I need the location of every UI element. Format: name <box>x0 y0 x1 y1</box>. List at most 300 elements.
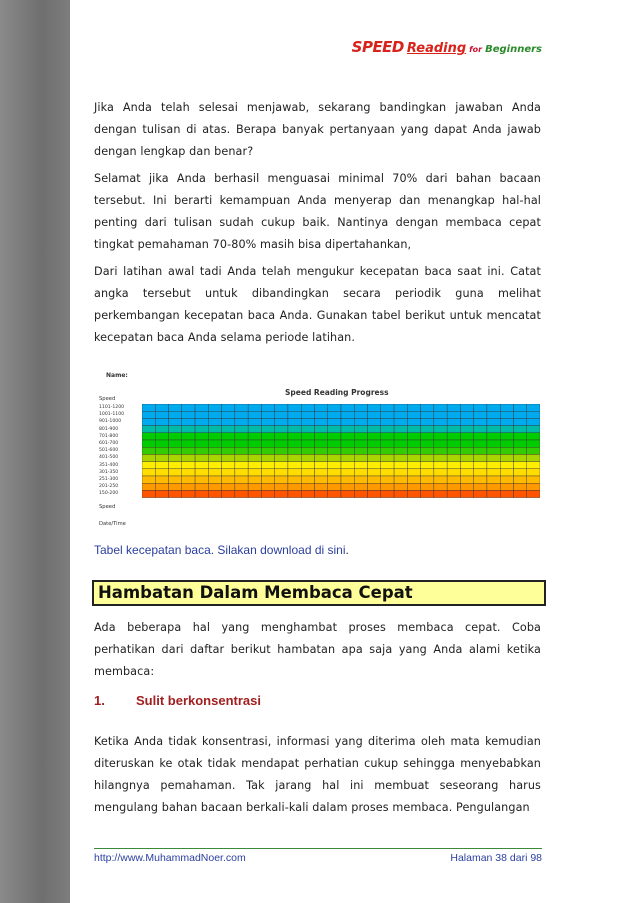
chart-grid-cell <box>368 462 381 469</box>
chart-grid-cell <box>421 469 434 476</box>
chart-row-label: 801-900 <box>99 426 119 432</box>
chart-grid-cell <box>474 418 487 425</box>
chart-title: Speed Reading Progress <box>285 388 389 397</box>
chart-grid-cell <box>407 411 420 418</box>
chart-grid-cell <box>182 440 195 447</box>
table-caption[interactable] <box>94 543 349 557</box>
chart-grid-cell <box>460 476 473 483</box>
chart-grid-cell <box>208 440 221 447</box>
chart-grid-cell <box>314 483 327 490</box>
chart-grid-cell <box>527 483 540 490</box>
chart-grid-cell <box>354 418 367 425</box>
chart-grid-cell <box>222 426 235 433</box>
chart-name-label: Name: <box>106 372 128 379</box>
chart-grid-cell <box>500 411 513 418</box>
chart-grid-cell <box>235 426 248 433</box>
chart-grid-cell <box>394 483 407 490</box>
chart-grid-cell <box>182 404 195 411</box>
chart-grid-cell <box>460 462 473 469</box>
chart-grid-cell <box>447 462 460 469</box>
chart-grid-cell <box>142 426 155 433</box>
chart-grid-cell <box>527 447 540 454</box>
chart-grid-cell <box>248 462 261 469</box>
chart-grid-cell <box>208 433 221 440</box>
chart-grid-cell <box>407 426 420 433</box>
chart-grid-cell <box>354 447 367 454</box>
chart-grid-cell <box>421 447 434 454</box>
chart-grid-cell <box>314 490 327 497</box>
chart-grid-cell <box>208 454 221 461</box>
chart-grid-cell <box>527 490 540 497</box>
chart-grid-cell <box>195 418 208 425</box>
chart-grid-cell <box>381 418 394 425</box>
chart-grid-cell <box>142 483 155 490</box>
chart-grid-cell <box>248 454 261 461</box>
chart-grid-cell <box>527 426 540 433</box>
chart-grid-cell <box>208 490 221 497</box>
chart-grid-cell <box>474 490 487 497</box>
chart-grid-cell <box>301 454 314 461</box>
chart-grid-cell <box>182 476 195 483</box>
chart-grid-cell <box>341 483 354 490</box>
chart-grid-cell <box>195 483 208 490</box>
chart-grid-cell <box>447 440 460 447</box>
logo-speed-text: SPEED <box>351 38 404 56</box>
chart-grid-cell <box>182 447 195 454</box>
chart-grid-cell <box>195 433 208 440</box>
chart-grid-cell <box>275 433 288 440</box>
chart-grid-cell <box>169 447 182 454</box>
chart-grid-cell <box>487 483 500 490</box>
chart-grid-cell <box>447 447 460 454</box>
chart-grid-cell <box>155 447 168 454</box>
chart-grid-cell <box>513 447 526 454</box>
chart-row-label: 251-300 <box>99 477 119 482</box>
chart-grid-cell <box>474 411 487 418</box>
chart-grid-cell <box>407 483 420 490</box>
chart-grid-cell <box>513 490 526 497</box>
chart-grid-cell <box>460 490 473 497</box>
chart-grid-cell <box>434 469 447 476</box>
chart-grid-cell <box>447 426 460 433</box>
chart-grid-cell <box>301 469 314 476</box>
chart-grid-cell <box>301 404 314 411</box>
chart-grid-cell <box>261 490 274 497</box>
chart-grid-cell <box>527 454 540 461</box>
chart-grid-cell <box>513 483 526 490</box>
chart-grid-cell <box>368 476 381 483</box>
chart-grid-cell <box>288 411 301 418</box>
chart-grid-cell <box>381 447 394 454</box>
chart-grid-cell <box>314 433 327 440</box>
chart-speed-label-bottom: Speed <box>99 504 116 510</box>
chart-grid-cell <box>421 462 434 469</box>
chart-grid-cell <box>328 462 341 469</box>
chart-grid-cell <box>381 490 394 497</box>
caption-period: . <box>345 543 349 557</box>
logo-for-text: for <box>469 45 483 54</box>
chart-grid-cell <box>142 433 155 440</box>
chart-grid-cell <box>381 454 394 461</box>
chart-grid-cell <box>235 483 248 490</box>
chart-grid-cell <box>314 447 327 454</box>
paragraph-concentration: Ketika Anda tidak konsentrasi, informasi yang diterima oleh mata kemudian diteruskan ke otak tidak mendapat perhatian cukup sehingga menyebabkan hilangnya pemahaman. Tak jarang hal ini membuat seseorang harus mengulang bahan bacaan berkali-kali dalam proses membaca. Pengulangan <box>94 735 541 814</box>
chart-grid-cell <box>328 454 341 461</box>
chart-grid-cell <box>248 433 261 440</box>
chart-grid-cell <box>460 447 473 454</box>
chart-grid-cell <box>500 483 513 490</box>
chart-grid-cell <box>155 440 168 447</box>
chart-grid-cell <box>155 462 168 469</box>
chart-grid-cell <box>354 411 367 418</box>
chart-grid-cell <box>354 454 367 461</box>
chart-grid-cell <box>354 404 367 411</box>
chart-grid-cell <box>261 476 274 483</box>
chart-grid-cell <box>341 426 354 433</box>
chart-grid-cell <box>195 426 208 433</box>
chart-grid-cell <box>487 404 500 411</box>
chart-grid-cell <box>222 454 235 461</box>
chart-grid-cell <box>222 483 235 490</box>
chart-grid-cell <box>381 433 394 440</box>
chart-grid-cell <box>155 404 168 411</box>
chart-row-label: 1001-1100 <box>99 412 125 418</box>
chart-grid-cell <box>288 490 301 497</box>
chart-grid-cell <box>208 476 221 483</box>
chart-grid-cell <box>169 433 182 440</box>
chart-grid-cell <box>407 462 420 469</box>
chart-grid-cell <box>434 418 447 425</box>
chart-grid-cell <box>195 469 208 476</box>
chart-grid-cell <box>301 462 314 469</box>
chart-grid-cell <box>142 404 155 411</box>
chart-grid-cell <box>434 476 447 483</box>
chart-grid-cell <box>222 462 235 469</box>
speed-reading-logo <box>352 38 542 56</box>
chart-grid-cell <box>341 433 354 440</box>
chart-grid-cell <box>381 462 394 469</box>
chart-grid-cell <box>261 469 274 476</box>
chart-grid-cell <box>235 476 248 483</box>
chart-grid-cell <box>261 483 274 490</box>
chart-speed-label-top: Speed <box>99 396 116 402</box>
chart-grid-cell <box>381 483 394 490</box>
chart-grid-cell <box>248 447 261 454</box>
chart-grid-cell <box>235 454 248 461</box>
chart-grid-cell <box>407 433 420 440</box>
chart-grid-cell <box>394 426 407 433</box>
chart-grid-cell <box>341 462 354 469</box>
chart-grid-cell <box>182 426 195 433</box>
chart-grid-cell <box>328 418 341 425</box>
chart-grid-cell <box>195 404 208 411</box>
chart-grid-cell <box>434 433 447 440</box>
chart-grid-cell <box>182 454 195 461</box>
chart-grid-cell <box>500 476 513 483</box>
chart-grid-cell <box>248 440 261 447</box>
chart-grid-cell <box>447 476 460 483</box>
chart-grid-cell <box>182 462 195 469</box>
chart-grid-cell <box>354 476 367 483</box>
footer-divider <box>94 848 542 849</box>
chart-grid-cell <box>314 454 327 461</box>
paragraph-compare-answers: Jika Anda telah selesai menjawab, sekarang bandingkan jawaban Anda dengan tulisan di atas. Berapa banyak pertanyaan yang dapat Anda jawab dengan lengkap dan benar? <box>94 101 541 158</box>
chart-grid-cell <box>368 440 381 447</box>
chart-grid-cell <box>288 454 301 461</box>
chart-grid-cell <box>500 440 513 447</box>
chart-grid-cell <box>394 447 407 454</box>
chart-grid-cell <box>447 411 460 418</box>
chart-grid-cell <box>275 454 288 461</box>
chart-grid-cell <box>261 404 274 411</box>
chart-grid-cell <box>341 447 354 454</box>
chart-grid-cell <box>527 440 540 447</box>
chart-grid-cell <box>248 476 261 483</box>
chart-grid-cell <box>354 483 367 490</box>
chart-grid-cell <box>421 418 434 425</box>
chart-grid-cell <box>248 469 261 476</box>
chart-grid-cell <box>460 454 473 461</box>
chart-grid-cell <box>407 447 420 454</box>
chart-grid-cell <box>222 440 235 447</box>
chart-grid-cell <box>354 433 367 440</box>
chart-grid-cell <box>314 469 327 476</box>
chart-grid-cell <box>235 462 248 469</box>
chart-grid-cell <box>381 404 394 411</box>
chart-grid-cell <box>328 440 341 447</box>
chart-grid-cell <box>341 490 354 497</box>
chart-grid-cell <box>328 426 341 433</box>
chart-grid-cell <box>341 411 354 418</box>
chart-grid-cell <box>169 411 182 418</box>
chart-grid-cell <box>275 476 288 483</box>
chart-grid-cell <box>301 426 314 433</box>
chart-grid-cell <box>434 483 447 490</box>
chart-grid-cell <box>381 469 394 476</box>
chart-grid-cell <box>394 433 407 440</box>
footer-website-link[interactable]: http://www.MuhammadNoer.com <box>94 852 246 864</box>
chart-grid-cell <box>261 440 274 447</box>
chart-grid-cell <box>195 454 208 461</box>
chart-grid-cell <box>368 411 381 418</box>
chart-grid-cell <box>487 440 500 447</box>
chart-grid-cell <box>222 418 235 425</box>
chart-grid-cell <box>222 447 235 454</box>
chart-grid-cell <box>182 433 195 440</box>
chart-grid-cell <box>381 426 394 433</box>
chart-grid-cell <box>142 440 155 447</box>
chart-grid-cell <box>513 426 526 433</box>
chart-grid-cell <box>155 490 168 497</box>
chart-grid-cell <box>368 404 381 411</box>
chart-date-label: Date/Time <box>99 521 126 527</box>
chart-grid-cell <box>434 411 447 418</box>
chart-grid-cell <box>460 418 473 425</box>
chart-grid-cell <box>208 426 221 433</box>
chart-grid-cell <box>261 426 274 433</box>
chart-grid-cell <box>487 433 500 440</box>
caption-link-text[interactable]: Tabel kecepatan baca. Silakan download di sini <box>94 543 346 557</box>
chart-grid-cell <box>328 469 341 476</box>
chart-grid-cell <box>421 404 434 411</box>
chart-grid-cell <box>407 404 420 411</box>
chart-grid-cell <box>421 483 434 490</box>
chart-grid-cell <box>487 476 500 483</box>
chart-grid-cell <box>421 490 434 497</box>
chart-grid-cell <box>288 418 301 425</box>
chart-row-label: 150-200 <box>99 491 119 497</box>
chart-grid-cell <box>513 476 526 483</box>
chart-grid-cell <box>527 404 540 411</box>
chart-grid-cell <box>500 462 513 469</box>
chart-grid-cell <box>474 433 487 440</box>
chart-grid-cell <box>434 426 447 433</box>
chart-grid-cell <box>208 418 221 425</box>
logo-beginners-text: Beginners <box>485 44 542 55</box>
chart-grid-cell <box>474 469 487 476</box>
chart-grid-cell <box>487 411 500 418</box>
chart-grid-cell <box>434 490 447 497</box>
chart-grid-cell <box>301 476 314 483</box>
chart-grid-cell <box>169 490 182 497</box>
chart-grid-cell <box>314 418 327 425</box>
chart-grid-cell <box>169 440 182 447</box>
chart-grid-cell <box>513 404 526 411</box>
chart-row-label: 901-1000 <box>99 419 122 425</box>
chart-grid-cell <box>407 476 420 483</box>
chart-grid-cell <box>341 476 354 483</box>
chart-grid-cell <box>447 433 460 440</box>
chart-grid-cell <box>142 462 155 469</box>
chart-grid-cell <box>248 404 261 411</box>
chart-grid-cell <box>394 454 407 461</box>
chart-grid-cell <box>328 483 341 490</box>
chart-grid-cell <box>500 433 513 440</box>
chart-grid-cell <box>368 418 381 425</box>
chart-grid-cell <box>381 440 394 447</box>
chart-grid-cell <box>368 454 381 461</box>
chart-grid-cell <box>354 490 367 497</box>
chart-grid-cell <box>314 426 327 433</box>
chart-grid-cell <box>208 469 221 476</box>
chart-grid-cell <box>394 418 407 425</box>
chart-grid-cell <box>381 476 394 483</box>
chart-grid-cell <box>288 433 301 440</box>
chart-grid-cell <box>328 411 341 418</box>
chart-grid-cell <box>341 404 354 411</box>
chart-grid-cell <box>169 426 182 433</box>
paragraph-obstacles-intro: Ada beberapa hal yang menghambat proses membaca cepat. Coba perhatikan dari daftar berikut hambatan apa saja yang Anda alami ketika membaca: <box>94 621 541 678</box>
chart-grid-cell <box>500 454 513 461</box>
chart-grid-cell <box>195 490 208 497</box>
chart-grid-cell <box>434 454 447 461</box>
chart-grid-cell <box>381 411 394 418</box>
chart-grid-cell <box>328 447 341 454</box>
chart-grid-cell <box>288 483 301 490</box>
chart-row-label: 601-700 <box>99 441 119 446</box>
chart-grid-cell <box>261 418 274 425</box>
chart-grid-cell <box>142 476 155 483</box>
chart-grid-cell <box>155 476 168 483</box>
chart-grid-cell <box>195 411 208 418</box>
chart-grid-cell <box>301 483 314 490</box>
chart-grid-cell <box>222 476 235 483</box>
chart-grid-cell <box>235 433 248 440</box>
chart-grid-cell <box>314 476 327 483</box>
paragraph-comprehension: Selamat jika Anda berhasil menguasai minimal 70% dari bahan bacaan tersebut. Ini berarti kemampuan Anda menyerap dan menangkap hal-hal penting dari tulisan sudah cukup baik. Nantinya dengan membaca cepat tingkat pemahaman 70-80% masih bisa dipertahankan, <box>94 172 541 251</box>
chart-grid-cell <box>407 440 420 447</box>
chart-grid-cell <box>169 404 182 411</box>
chart-grid-cell <box>500 490 513 497</box>
chart-grid-cell <box>208 462 221 469</box>
chart-grid-cell <box>288 462 301 469</box>
chart-grid-cell <box>169 483 182 490</box>
chart-grid-cell <box>394 490 407 497</box>
chart-grid-cell <box>368 490 381 497</box>
chart-grid-cell <box>195 440 208 447</box>
chart-grid-cell <box>368 469 381 476</box>
chart-grid-cell <box>275 469 288 476</box>
chart-grid-cell <box>222 433 235 440</box>
chart-grid-cell <box>235 404 248 411</box>
chart-grid-cell <box>460 469 473 476</box>
chart-grid-cell <box>222 411 235 418</box>
chart-grid-cell <box>460 411 473 418</box>
chart-grid-cell <box>222 490 235 497</box>
chart-grid-cell <box>169 454 182 461</box>
chart-grid-cell <box>222 404 235 411</box>
chart-grid-cell <box>513 411 526 418</box>
chart-grid-cell <box>182 418 195 425</box>
chart-grid-cell <box>394 469 407 476</box>
chart-grid-cell <box>155 483 168 490</box>
chart-grid-cell <box>155 426 168 433</box>
footer-page-number: Halaman 38 dari 98 <box>450 852 542 864</box>
chart-grid-cell <box>447 469 460 476</box>
chart-grid-cell <box>513 469 526 476</box>
chart-grid-cell <box>341 454 354 461</box>
chart-grid-cell <box>394 440 407 447</box>
chart-grid-cell <box>368 483 381 490</box>
chart-grid-cell <box>500 418 513 425</box>
chart-grid-cell <box>195 476 208 483</box>
chart-grid-cell <box>487 490 500 497</box>
chart-grid-cell <box>487 469 500 476</box>
chart-grid-cell <box>301 433 314 440</box>
chart-grid-cell <box>222 469 235 476</box>
chart-grid-cell <box>169 418 182 425</box>
chart-row-label: 201-250 <box>99 484 119 490</box>
chart-grid-cell <box>275 411 288 418</box>
chart-grid-cell <box>142 418 155 425</box>
chart-grid-cell <box>487 447 500 454</box>
chart-grid-cell <box>235 447 248 454</box>
chart-grid-cell <box>275 404 288 411</box>
chart-grid-cell <box>368 447 381 454</box>
left-margin-bar <box>0 0 70 903</box>
chart-grid-cell <box>354 462 367 469</box>
chart-color-grid <box>142 404 540 498</box>
chart-grid-cell <box>261 447 274 454</box>
chart-grid-cell <box>314 462 327 469</box>
chart-grid-cell <box>275 418 288 425</box>
chart-grid-cell <box>248 483 261 490</box>
chart-grid-cell <box>527 418 540 425</box>
chart-grid-cell <box>235 490 248 497</box>
chart-grid-cell <box>513 462 526 469</box>
chart-grid-cell <box>434 440 447 447</box>
chart-grid-cell <box>275 462 288 469</box>
